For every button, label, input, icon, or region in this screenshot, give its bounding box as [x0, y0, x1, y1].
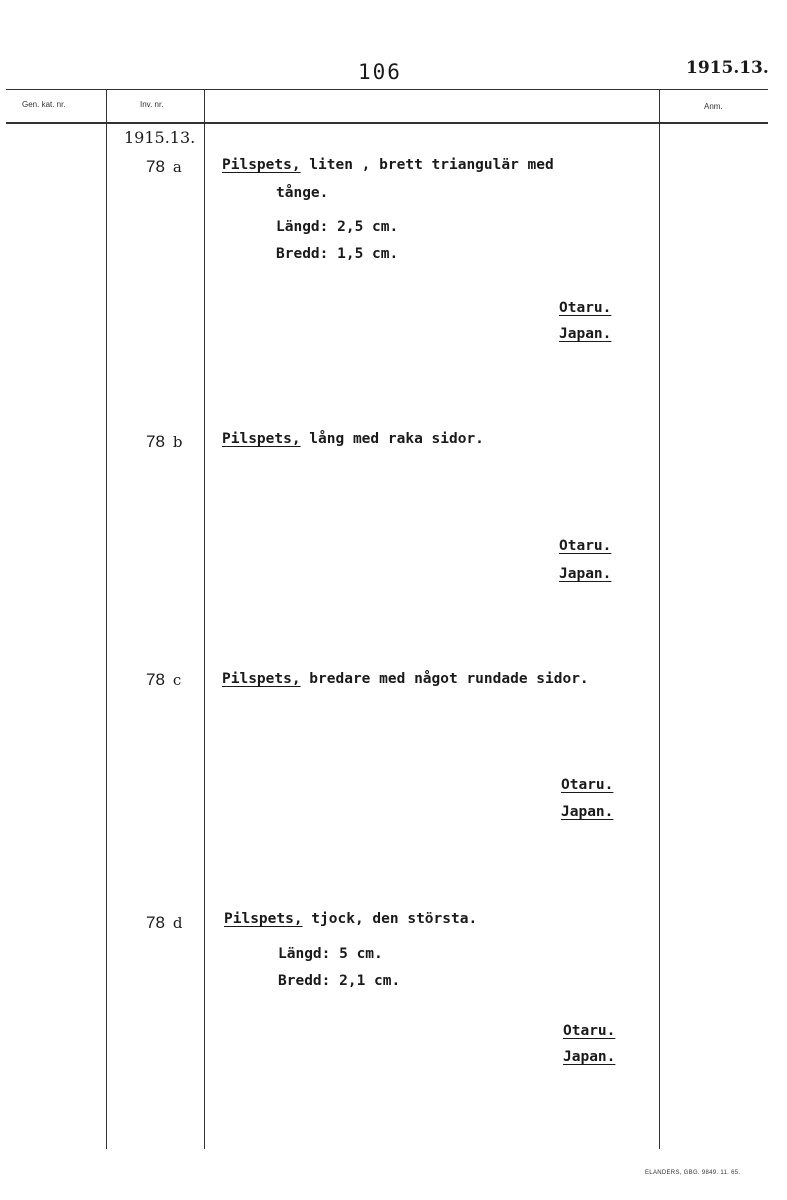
- header-catalogue-reference: 1915.13.: [686, 58, 769, 78]
- inventory-number: 78: [146, 432, 165, 451]
- column-header-gen-kat: Gen. kat. nr.: [22, 100, 66, 109]
- column-header-inv: Inv. nr.: [140, 100, 164, 109]
- inventory-number-78b: [146, 432, 183, 452]
- inventory-number: 78: [146, 157, 165, 176]
- place-city: Otaru.: [563, 1023, 616, 1039]
- measurement-length: Längd: 2,5 cm.: [276, 219, 399, 235]
- entry-description-text: liten , brett triangulär med: [300, 157, 554, 173]
- column-divider-gen-inv: [106, 89, 107, 1149]
- entry-description: [222, 671, 589, 687]
- entry-description-text: bredare med något rundade sidor.: [300, 671, 589, 687]
- place-country: Japan.: [561, 804, 614, 820]
- column-divider-desc-anm: [659, 89, 660, 1149]
- column-divider-inv-desc: [204, 89, 205, 1149]
- inventory-number-78d: [146, 913, 183, 933]
- measurement-width: Bredd: 2,1 cm.: [278, 973, 401, 989]
- inventory-number: 78: [146, 913, 165, 932]
- page-number: 106: [358, 60, 402, 84]
- header-bottom-rule: [6, 122, 768, 124]
- entry-description: [222, 157, 554, 173]
- printer-imprint: ELANDERS, GBG. 9849. 11. 65.: [645, 1170, 741, 1176]
- measurement-width: Bredd: 1,5 cm.: [276, 246, 399, 262]
- inventory-number-78a: [146, 157, 182, 177]
- place-city: Otaru.: [559, 538, 612, 554]
- inventory-number: 78: [146, 670, 165, 689]
- entry-description: [224, 911, 477, 927]
- entry-description-continued: tånge.: [276, 185, 329, 201]
- entry-title: Pilspets,: [222, 157, 301, 173]
- inventory-letter: a: [172, 158, 182, 176]
- catalogue-number: 1915.13.: [124, 128, 196, 147]
- place-city: Otaru.: [559, 300, 612, 316]
- entry-title: Pilspets,: [224, 911, 303, 927]
- entry-description-text: tjock, den största.: [302, 911, 478, 927]
- place-country: Japan.: [559, 326, 612, 342]
- inventory-letter: b: [172, 433, 183, 451]
- column-header-anm: Anm.: [704, 102, 723, 111]
- entry-description-text: lång med raka sidor.: [300, 431, 484, 447]
- place-country: Japan.: [563, 1049, 616, 1065]
- place-country: Japan.: [559, 566, 612, 582]
- entry-title: Pilspets,: [222, 671, 301, 687]
- inventory-letter: c: [172, 671, 182, 689]
- measurement-length: Längd: 5 cm.: [278, 946, 383, 962]
- inventory-letter: d: [172, 914, 183, 932]
- entry-title: Pilspets,: [222, 431, 301, 447]
- inventory-number-78c: [146, 670, 181, 690]
- place-city: Otaru.: [561, 777, 614, 793]
- entry-description: [222, 431, 484, 447]
- header-top-rule: [6, 89, 768, 90]
